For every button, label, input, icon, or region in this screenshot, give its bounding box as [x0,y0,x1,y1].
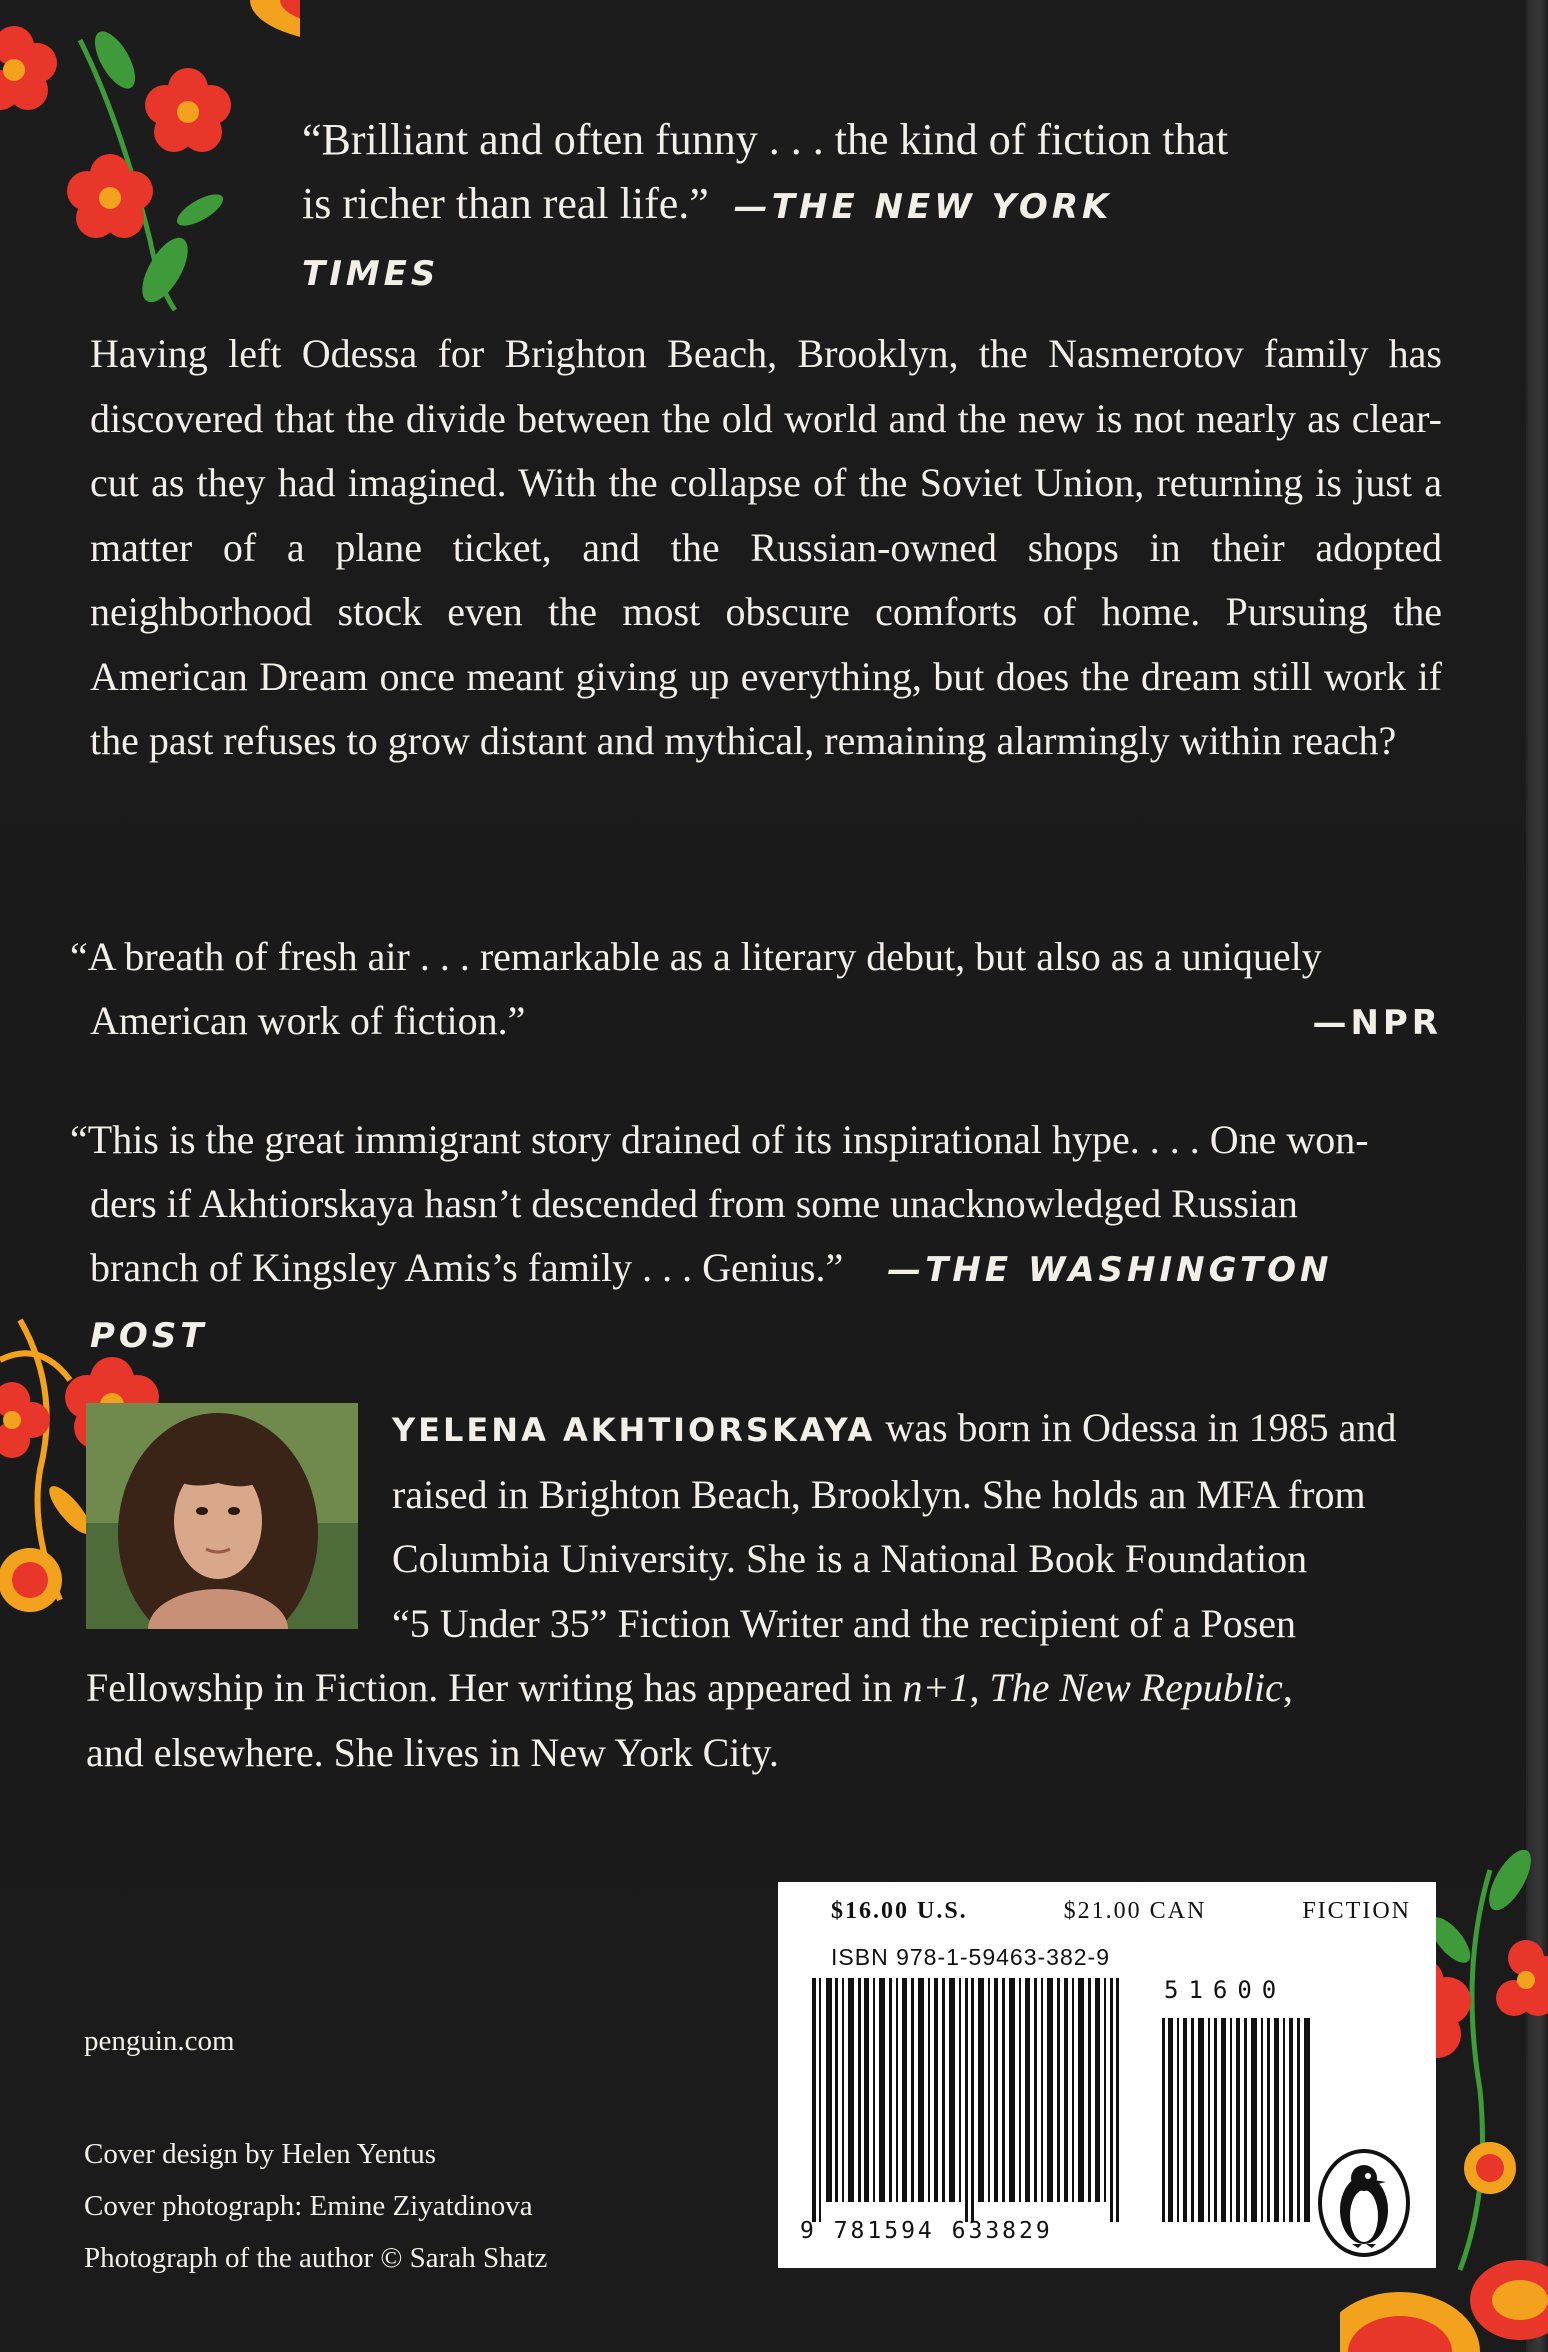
quote-text: branch of Kingsley Amis’s family . . . Genius.” [90,1245,844,1290]
bio-line: and elsewhere. She lives in New York City. [86,1729,779,1775]
publication-title: The New Republic [989,1665,1283,1710]
quote-line [70,1236,1444,1368]
barcode [812,1978,1352,2222]
price-row [831,1898,1411,1925]
quote-text: American work of fiction.” [90,998,526,1043]
bio-line: Columbia University. She is a National Book Foundation [392,1536,1308,1581]
review-quote-washington-post [70,1108,1444,1368]
penguin-logo-icon [1314,2148,1414,2258]
quote-text: is richer than real life.” [302,179,709,228]
price-can: $21.00 CAN [1063,1898,1207,1924]
author-bio [86,1396,1438,1785]
price-us: $16.00 U.S. [831,1898,968,1924]
quote-line: “Brilliant and often funny . . . the kind of fiction that [302,115,1229,164]
bio-text: , [969,1665,990,1710]
barcode-addon-digits: 51600 [1164,1976,1287,2004]
bio-line [86,1396,1438,1463]
isbn-label: ISBN 978-1-59463-382-9 [831,1944,1110,1970]
quote-line [302,172,1262,306]
credit-author-photo: Photograph of the author © Sarah Shatz [84,2242,548,2274]
quote-line: ders if Akhtiorskaya hasn’t descended from some unacknowledged Russian [90,1181,1298,1226]
review-quote-npr [70,925,1442,1055]
credits [84,2128,547,2284]
bio-text: was born in Odessa in 1985 and [875,1405,1397,1450]
quote-source: —NPR [1312,1003,1442,1043]
publication-title: n+1 [902,1665,970,1710]
bio-line: “5 Under 35” Fiction Writer and the recipient of a Posen [392,1600,1297,1646]
credit-cover-photo: Cover photograph: Emine Ziyatdinova [84,2190,533,2222]
credit-cover-design: Cover design by Helen Yentus [84,2138,437,2170]
quote-line: “A breath of fresh air . . . remarkable as a literary debut, but also as a uniquely [70,934,1322,979]
bio-text: Fellowship in Fiction. Her writing has appeared in [86,1665,903,1710]
book-description: Having left Odessa for Brighton Beach, Brooklyn, the Nasmerotov family has discovered that the divide between the old world and the new is not nearly as clear-cut as they had imagined. With the collapse of the Soviet Union, returning is just a matter of a plane ticket, and the Russian-owned shops in their adopted neighborhood stock even the most obscure comforts of home. Pursuing the American Dream once meant giving up everything, but does the dream still work if the past refuses to grow distant and mythical, remaining alarmingly within reach? [90,331,1442,763]
category-label: FICTION [1302,1898,1411,1924]
review-quote-nyt [302,108,1262,306]
quote-source: —THE WASHINGTON POST [90,1250,1333,1356]
quote-line [70,989,1442,1055]
bio-line [86,1656,1438,1721]
quote-source: —THE NEW YORK TIMES [302,187,1113,294]
floral-ornament-top-left [0,0,300,320]
quote-line: “This is the great immigrant story drained of its inspirational hype. . . . One won- [70,1117,1369,1162]
barcode-digits: 9 781594 633829 [800,2218,1053,2244]
bio-line: raised in Brighton Beach, Brooklyn. She holds an MFA from [392,1471,1366,1517]
author-name: YELENA AKHTIORSKAYA [392,1411,876,1449]
barcode-panel [778,1882,1436,2268]
bio-text: , [1282,1665,1293,1710]
publisher-website: penguin.com [84,2025,235,2057]
